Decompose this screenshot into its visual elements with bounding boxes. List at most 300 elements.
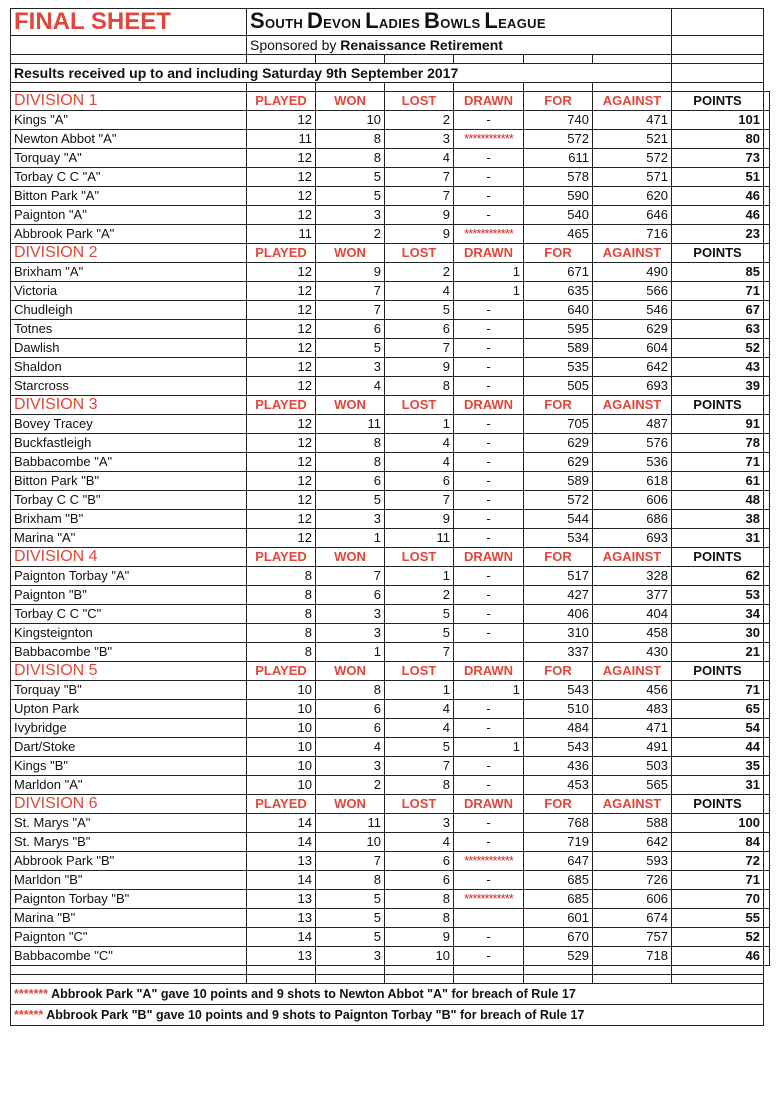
won-cell: 3 <box>316 358 385 377</box>
against-cell: 576 <box>593 434 672 453</box>
empty-cell <box>764 377 770 396</box>
played-cell: 12 <box>247 358 316 377</box>
for-cell: 406 <box>524 605 593 624</box>
played-cell: 8 <box>247 567 316 586</box>
won-cell: 3 <box>316 206 385 225</box>
team-name: St. Marys "B" <box>11 833 247 852</box>
against-cell: 620 <box>593 187 672 206</box>
against-cell: 606 <box>593 491 672 510</box>
empty-cell <box>764 339 770 358</box>
table-row <box>11 719 770 738</box>
drawn-cell: - <box>454 301 524 320</box>
column-header-lost: LOST <box>385 662 454 681</box>
column-header-against: AGAINST <box>593 244 672 263</box>
team-name: Victoria <box>11 282 247 301</box>
team-name: Buckfastleigh <box>11 434 247 453</box>
results-received-line: Results received up to and including Saturday 9th September 2017 <box>11 64 672 83</box>
for-cell: 510 <box>524 700 593 719</box>
lost-cell: 6 <box>385 472 454 491</box>
lost-cell: 8 <box>385 776 454 795</box>
for-cell: 529 <box>524 947 593 966</box>
lost-cell: 2 <box>385 586 454 605</box>
lost-cell: 9 <box>385 928 454 947</box>
footnote-text: Abbrook Park "B" gave 10 points and 9 shots to Paignton Torbay "B" for breach of Rule 17 <box>43 1008 585 1022</box>
for-cell: 505 <box>524 377 593 396</box>
table-row <box>11 225 770 244</box>
spacer-row <box>11 975 770 984</box>
column-header-against: AGAINST <box>593 92 672 111</box>
empty-cell <box>764 301 770 320</box>
played-cell: 12 <box>247 168 316 187</box>
played-cell: 10 <box>247 757 316 776</box>
points-cell: 46 <box>672 206 764 225</box>
team-name: Dawlish <box>11 339 247 358</box>
against-cell: 483 <box>593 700 672 719</box>
for-cell: 572 <box>524 130 593 149</box>
column-header-played: PLAYED <box>247 548 316 567</box>
sponsor-name: Renaissance Retirement <box>340 37 503 53</box>
column-header-for: FOR <box>524 92 593 111</box>
team-name: Upton Park <box>11 700 247 719</box>
points-cell: 80 <box>672 130 764 149</box>
for-cell: 572 <box>524 491 593 510</box>
played-cell: 14 <box>247 871 316 890</box>
won-cell: 3 <box>316 947 385 966</box>
empty-cell <box>764 168 770 187</box>
lost-cell: 7 <box>385 643 454 662</box>
column-header-played: PLAYED <box>247 795 316 814</box>
played-cell: 11 <box>247 225 316 244</box>
points-cell: 51 <box>672 168 764 187</box>
points-cell: 43 <box>672 358 764 377</box>
against-cell: 686 <box>593 510 672 529</box>
lost-cell: 8 <box>385 909 454 928</box>
division-name: DIVISION 2 <box>11 244 247 263</box>
table-row <box>11 909 770 928</box>
for-cell: 543 <box>524 681 593 700</box>
against-cell: 521 <box>593 130 672 149</box>
column-header-lost: LOST <box>385 244 454 263</box>
column-header-for: FOR <box>524 662 593 681</box>
empty-cell <box>764 187 770 206</box>
empty-cell <box>764 719 770 738</box>
empty-cell <box>764 111 770 130</box>
column-header-points: POINTS <box>672 795 764 814</box>
column-header-won: WON <box>316 396 385 415</box>
for-cell: 601 <box>524 909 593 928</box>
division-name: DIVISION 5 <box>11 662 247 681</box>
empty-cell <box>764 909 770 928</box>
points-cell: 63 <box>672 320 764 339</box>
column-header-for: FOR <box>524 244 593 263</box>
column-header-points: POINTS <box>672 92 764 111</box>
table-row <box>11 453 770 472</box>
team-name: Babbacombe "A" <box>11 453 247 472</box>
played-cell: 10 <box>247 700 316 719</box>
empty-cell <box>764 605 770 624</box>
played-cell: 12 <box>247 491 316 510</box>
drawn-cell: - <box>454 529 524 548</box>
column-header-played: PLAYED <box>247 244 316 263</box>
column-header-against: AGAINST <box>593 548 672 567</box>
empty-cell <box>764 434 770 453</box>
lost-cell: 8 <box>385 890 454 909</box>
against-cell: 693 <box>593 377 672 396</box>
won-cell: 5 <box>316 168 385 187</box>
drawn-cell: - <box>454 586 524 605</box>
table-row <box>11 947 770 966</box>
empty-cell <box>764 472 770 491</box>
team-name: Shaldon <box>11 358 247 377</box>
for-cell: 640 <box>524 301 593 320</box>
points-cell: 31 <box>672 529 764 548</box>
drawn-cell: - <box>454 111 524 130</box>
empty-cell <box>764 282 770 301</box>
against-cell: 491 <box>593 738 672 757</box>
lost-cell: 6 <box>385 871 454 890</box>
won-cell: 1 <box>316 529 385 548</box>
for-cell: 768 <box>524 814 593 833</box>
against-cell: 430 <box>593 643 672 662</box>
for-cell: 635 <box>524 282 593 301</box>
team-name: Paignton "A" <box>11 206 247 225</box>
against-cell: 503 <box>593 757 672 776</box>
drawn-cell: 1 <box>454 738 524 757</box>
team-name: Starcross <box>11 377 247 396</box>
empty-cell <box>764 662 770 681</box>
won-cell: 1 <box>316 643 385 662</box>
footnote-row <box>11 1005 770 1026</box>
table-row <box>11 833 770 852</box>
empty-cell <box>764 757 770 776</box>
played-cell: 12 <box>247 377 316 396</box>
empty-cell <box>764 833 770 852</box>
drawn-cell: - <box>454 377 524 396</box>
empty-cell <box>764 244 770 263</box>
won-cell: 2 <box>316 225 385 244</box>
empty-cell <box>764 700 770 719</box>
points-cell: 78 <box>672 434 764 453</box>
spacer-row <box>11 83 770 92</box>
points-cell: 52 <box>672 928 764 947</box>
played-cell: 10 <box>247 738 316 757</box>
points-cell: 46 <box>672 187 764 206</box>
lost-cell: 4 <box>385 149 454 168</box>
footnote <box>11 1005 764 1026</box>
lost-cell: 2 <box>385 263 454 282</box>
table-row <box>11 339 770 358</box>
points-cell: 44 <box>672 738 764 757</box>
played-cell: 12 <box>247 453 316 472</box>
points-cell: 72 <box>672 852 764 871</box>
drawn-cell: - <box>454 491 524 510</box>
table-row <box>11 415 770 434</box>
empty-cell <box>764 130 770 149</box>
played-cell: 14 <box>247 814 316 833</box>
table-row <box>11 586 770 605</box>
against-cell: 565 <box>593 776 672 795</box>
drawn-cell: - <box>454 149 524 168</box>
against-cell: 546 <box>593 301 672 320</box>
drawn-cell: - <box>454 567 524 586</box>
points-cell: 48 <box>672 491 764 510</box>
lost-cell: 3 <box>385 130 454 149</box>
column-header-points: POINTS <box>672 548 764 567</box>
played-cell: 12 <box>247 149 316 168</box>
played-cell: 8 <box>247 586 316 605</box>
league-title: SOUTH DEVON LADIES BOWLS LEAGUE <box>247 9 672 36</box>
won-cell: 3 <box>316 605 385 624</box>
drawn-cell: 1 <box>454 681 524 700</box>
column-header-drawn: DRAWN <box>454 662 524 681</box>
against-cell: 471 <box>593 111 672 130</box>
team-name: Marldon "A" <box>11 776 247 795</box>
played-cell: 12 <box>247 263 316 282</box>
column-header-won: WON <box>316 795 385 814</box>
lost-cell: 5 <box>385 624 454 643</box>
table-body <box>11 9 770 1026</box>
team-name: Babbacombe "C" <box>11 947 247 966</box>
empty-cell <box>764 510 770 529</box>
team-name: Torbay C C "A" <box>11 168 247 187</box>
table-row <box>11 871 770 890</box>
empty-cell <box>764 529 770 548</box>
won-cell: 3 <box>316 757 385 776</box>
table-row <box>11 757 770 776</box>
empty-cell <box>764 206 770 225</box>
against-cell: 487 <box>593 415 672 434</box>
lost-cell: 9 <box>385 206 454 225</box>
drawn-cell: ************ <box>454 852 524 871</box>
lost-cell: 9 <box>385 358 454 377</box>
team-name: Marina "B" <box>11 909 247 928</box>
sponsor-line: Sponsored by Renaissance Retirement <box>247 36 672 55</box>
played-cell: 13 <box>247 947 316 966</box>
against-cell: 642 <box>593 358 672 377</box>
column-header-lost: LOST <box>385 396 454 415</box>
against-cell: 716 <box>593 225 672 244</box>
points-cell: 34 <box>672 605 764 624</box>
column-header-lost: LOST <box>385 548 454 567</box>
for-cell: 453 <box>524 776 593 795</box>
lost-cell: 3 <box>385 814 454 833</box>
division-header-row <box>11 548 770 567</box>
empty-cell <box>764 263 770 282</box>
column-header-points: POINTS <box>672 396 764 415</box>
won-cell: 6 <box>316 320 385 339</box>
for-cell: 595 <box>524 320 593 339</box>
against-cell: 674 <box>593 909 672 928</box>
lost-cell: 5 <box>385 738 454 757</box>
table-row <box>11 776 770 795</box>
for-cell: 534 <box>524 529 593 548</box>
against-cell: 642 <box>593 833 672 852</box>
points-cell: 91 <box>672 415 764 434</box>
table-row <box>11 130 770 149</box>
played-cell: 13 <box>247 909 316 928</box>
column-header-points: POINTS <box>672 244 764 263</box>
empty-cell <box>764 681 770 700</box>
lost-cell: 4 <box>385 282 454 301</box>
division-header-row <box>11 795 770 814</box>
team-name: Torbay C C "B" <box>11 491 247 510</box>
lost-cell: 1 <box>385 567 454 586</box>
against-cell: 618 <box>593 472 672 491</box>
team-name: Marldon "B" <box>11 871 247 890</box>
table-row <box>11 890 770 909</box>
column-header-played: PLAYED <box>247 396 316 415</box>
drawn-cell: - <box>454 206 524 225</box>
table-row <box>11 605 770 624</box>
against-cell: 536 <box>593 453 672 472</box>
won-cell: 6 <box>316 719 385 738</box>
division-name: DIVISION 1 <box>11 92 247 111</box>
drawn-cell: ************ <box>454 130 524 149</box>
won-cell: 11 <box>316 814 385 833</box>
drawn-cell: ************ <box>454 225 524 244</box>
team-name: Babbacombe "B" <box>11 643 247 662</box>
against-cell: 404 <box>593 605 672 624</box>
drawn-cell: - <box>454 719 524 738</box>
drawn-cell: - <box>454 434 524 453</box>
for-cell: 540 <box>524 206 593 225</box>
table-row <box>11 168 770 187</box>
against-cell: 629 <box>593 320 672 339</box>
played-cell: 12 <box>247 187 316 206</box>
drawn-cell: - <box>454 358 524 377</box>
team-name: Paignton "C" <box>11 928 247 947</box>
table-row <box>11 700 770 719</box>
lost-cell: 7 <box>385 757 454 776</box>
against-cell: 606 <box>593 890 672 909</box>
played-cell: 8 <box>247 624 316 643</box>
division-header-row <box>11 244 770 263</box>
played-cell: 12 <box>247 301 316 320</box>
played-cell: 10 <box>247 776 316 795</box>
column-header-lost: LOST <box>385 92 454 111</box>
table-row <box>11 852 770 871</box>
division-header-row <box>11 396 770 415</box>
won-cell: 8 <box>316 149 385 168</box>
table-row <box>11 738 770 757</box>
won-cell: 5 <box>316 909 385 928</box>
table-row <box>11 111 770 130</box>
lost-cell: 7 <box>385 168 454 187</box>
league-results-table <box>10 8 770 1026</box>
for-cell: 685 <box>524 871 593 890</box>
table-row <box>11 681 770 700</box>
drawn-cell: - <box>454 339 524 358</box>
against-cell: 566 <box>593 282 672 301</box>
lost-cell: 9 <box>385 225 454 244</box>
won-cell: 8 <box>316 681 385 700</box>
points-cell: 21 <box>672 643 764 662</box>
table-row <box>11 510 770 529</box>
for-cell: 719 <box>524 833 593 852</box>
results-row <box>11 64 770 83</box>
drawn-cell: - <box>454 415 524 434</box>
played-cell: 12 <box>247 415 316 434</box>
won-cell: 10 <box>316 111 385 130</box>
for-cell: 670 <box>524 928 593 947</box>
column-header-for: FOR <box>524 548 593 567</box>
drawn-cell: - <box>454 187 524 206</box>
team-name: Bitton Park "B" <box>11 472 247 491</box>
team-name: Paignton Torbay "B" <box>11 890 247 909</box>
won-cell: 4 <box>316 738 385 757</box>
against-cell: 726 <box>593 871 672 890</box>
empty-cell <box>764 453 770 472</box>
drawn-cell <box>454 643 524 662</box>
drawn-cell: - <box>454 776 524 795</box>
empty-cell <box>764 814 770 833</box>
empty-cell <box>764 92 770 111</box>
lost-cell: 2 <box>385 111 454 130</box>
column-header-against: AGAINST <box>593 662 672 681</box>
won-cell: 6 <box>316 700 385 719</box>
final-sheet-title: FINAL SHEET <box>11 9 247 36</box>
won-cell: 5 <box>316 890 385 909</box>
title-row <box>11 9 770 36</box>
won-cell: 7 <box>316 301 385 320</box>
for-cell: 589 <box>524 339 593 358</box>
played-cell: 14 <box>247 833 316 852</box>
points-cell: 52 <box>672 339 764 358</box>
won-cell: 8 <box>316 871 385 890</box>
won-cell: 4 <box>316 377 385 396</box>
against-cell: 571 <box>593 168 672 187</box>
drawn-cell: - <box>454 453 524 472</box>
won-cell: 5 <box>316 339 385 358</box>
lost-cell: 8 <box>385 377 454 396</box>
table-row <box>11 624 770 643</box>
for-cell: 578 <box>524 168 593 187</box>
team-name: Abbrook Park "B" <box>11 852 247 871</box>
table-row <box>11 206 770 225</box>
table-row <box>11 434 770 453</box>
for-cell: 484 <box>524 719 593 738</box>
team-name: Newton Abbot "A" <box>11 130 247 149</box>
played-cell: 13 <box>247 890 316 909</box>
for-cell: 436 <box>524 757 593 776</box>
table-row <box>11 567 770 586</box>
won-cell: 7 <box>316 852 385 871</box>
footnote-stars: ******* <box>14 987 49 1001</box>
lost-cell: 7 <box>385 339 454 358</box>
drawn-cell: 1 <box>454 263 524 282</box>
lost-cell: 10 <box>385 947 454 966</box>
for-cell: 647 <box>524 852 593 871</box>
empty-cell <box>672 9 764 36</box>
lost-cell: 9 <box>385 510 454 529</box>
drawn-cell: - <box>454 472 524 491</box>
drawn-cell: - <box>454 928 524 947</box>
against-cell: 646 <box>593 206 672 225</box>
for-cell: 740 <box>524 111 593 130</box>
team-name: Torquay "B" <box>11 681 247 700</box>
empty-cell <box>764 776 770 795</box>
points-cell: 31 <box>672 776 764 795</box>
table-row <box>11 529 770 548</box>
drawn-cell <box>454 909 524 928</box>
against-cell: 593 <box>593 852 672 871</box>
for-cell: 671 <box>524 263 593 282</box>
played-cell: 11 <box>247 130 316 149</box>
points-cell: 85 <box>672 263 764 282</box>
played-cell: 10 <box>247 719 316 738</box>
against-cell: 456 <box>593 681 672 700</box>
lost-cell: 7 <box>385 491 454 510</box>
